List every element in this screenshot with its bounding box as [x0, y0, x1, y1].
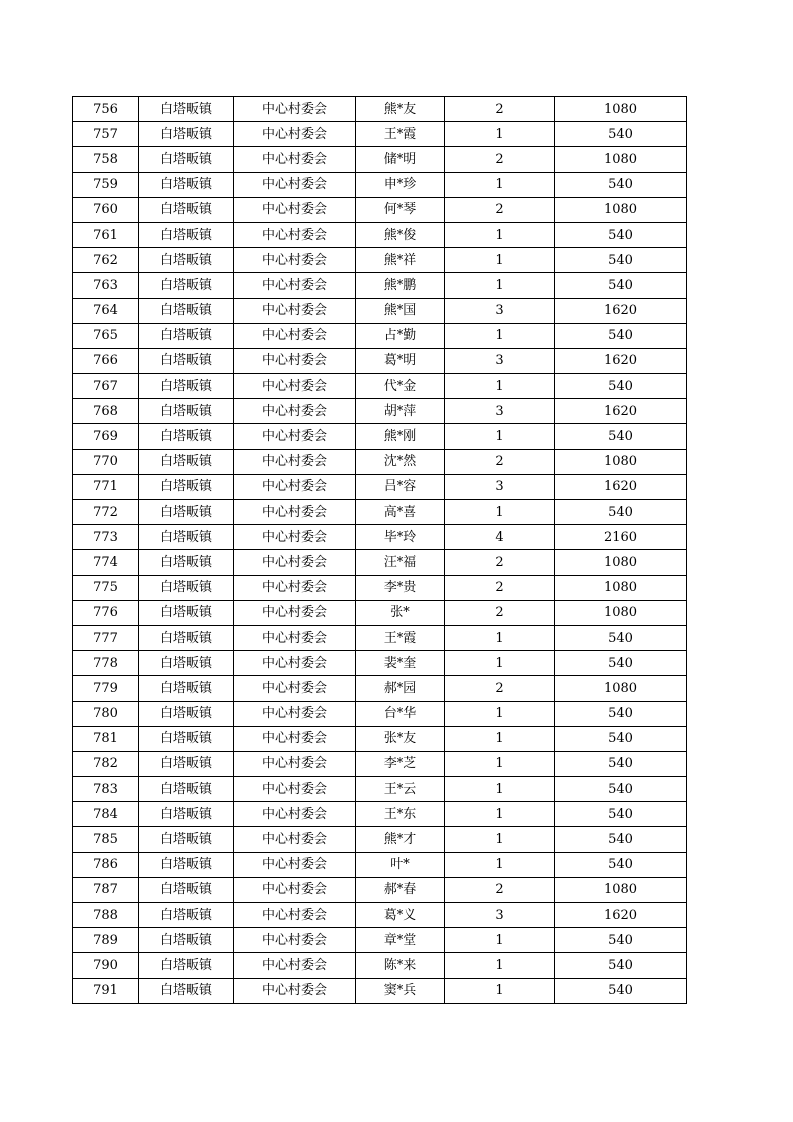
row-number-cell: 786 [73, 852, 139, 877]
name-cell: 陈*来 [356, 953, 445, 978]
name-cell: 胡*萍 [356, 399, 445, 424]
village-committee-cell: 中心村委会 [234, 802, 356, 827]
table-row [73, 500, 687, 525]
table-row [73, 777, 687, 802]
town-cell: 白塔畈镇 [139, 802, 234, 827]
village-committee-cell: 中心村委会 [234, 348, 356, 373]
town-cell: 白塔畈镇 [139, 298, 234, 323]
name-cell: 熊*国 [356, 298, 445, 323]
table-row [73, 172, 687, 197]
table-row [73, 575, 687, 600]
village-committee-cell: 中心村委会 [234, 424, 356, 449]
amount-cell: 1620 [555, 474, 687, 499]
row-number-cell: 780 [73, 701, 139, 726]
town-cell: 白塔畈镇 [139, 877, 234, 902]
town-cell: 白塔畈镇 [139, 248, 234, 273]
row-number-cell: 777 [73, 625, 139, 650]
household-count-cell: 1 [445, 928, 555, 953]
village-committee-cell: 中心村委会 [234, 726, 356, 751]
household-count-cell: 2 [445, 676, 555, 701]
name-cell: 王*霞 [356, 625, 445, 650]
amount-cell: 540 [555, 625, 687, 650]
roster-table-body [73, 97, 687, 1004]
table-row [73, 424, 687, 449]
name-cell: 叶* [356, 852, 445, 877]
town-cell: 白塔畈镇 [139, 273, 234, 298]
town-cell: 白塔畈镇 [139, 147, 234, 172]
household-count-cell: 2 [445, 575, 555, 600]
amount-cell: 540 [555, 222, 687, 247]
table-row [73, 953, 687, 978]
amount-cell: 540 [555, 928, 687, 953]
town-cell: 白塔畈镇 [139, 751, 234, 776]
roster-table [72, 96, 687, 1004]
row-number-cell: 769 [73, 424, 139, 449]
household-count-cell: 1 [445, 651, 555, 676]
village-committee-cell: 中心村委会 [234, 197, 356, 222]
name-cell: 熊*祥 [356, 248, 445, 273]
town-cell: 白塔畈镇 [139, 122, 234, 147]
amount-cell: 540 [555, 122, 687, 147]
household-count-cell: 2 [445, 877, 555, 902]
household-count-cell: 1 [445, 751, 555, 776]
household-count-cell: 1 [445, 802, 555, 827]
name-cell: 王*云 [356, 777, 445, 802]
village-committee-cell: 中心村委会 [234, 500, 356, 525]
name-cell: 熊*鹏 [356, 273, 445, 298]
amount-cell: 540 [555, 651, 687, 676]
household-count-cell: 2 [445, 449, 555, 474]
amount-cell: 1080 [555, 197, 687, 222]
village-committee-cell: 中心村委会 [234, 550, 356, 575]
amount-cell: 540 [555, 701, 687, 726]
row-number-cell: 772 [73, 500, 139, 525]
row-number-cell: 781 [73, 726, 139, 751]
table-row [73, 399, 687, 424]
village-committee-cell: 中心村委会 [234, 978, 356, 1003]
name-cell: 张*友 [356, 726, 445, 751]
amount-cell: 1080 [555, 877, 687, 902]
row-number-cell: 778 [73, 651, 139, 676]
household-count-cell: 3 [445, 298, 555, 323]
row-number-cell: 790 [73, 953, 139, 978]
amount-cell: 540 [555, 777, 687, 802]
row-number-cell: 776 [73, 600, 139, 625]
town-cell: 白塔畈镇 [139, 953, 234, 978]
name-cell: 葛*明 [356, 348, 445, 373]
amount-cell: 1080 [555, 97, 687, 122]
town-cell: 白塔畈镇 [139, 625, 234, 650]
town-cell: 白塔畈镇 [139, 701, 234, 726]
amount-cell: 2160 [555, 525, 687, 550]
table-row [73, 147, 687, 172]
name-cell: 代*金 [356, 374, 445, 399]
village-committee-cell: 中心村委会 [234, 449, 356, 474]
name-cell: 张* [356, 600, 445, 625]
town-cell: 白塔畈镇 [139, 827, 234, 852]
village-committee-cell: 中心村委会 [234, 701, 356, 726]
row-number-cell: 757 [73, 122, 139, 147]
row-number-cell: 783 [73, 777, 139, 802]
row-number-cell: 789 [73, 928, 139, 953]
household-count-cell: 3 [445, 474, 555, 499]
village-committee-cell: 中心村委会 [234, 651, 356, 676]
row-number-cell: 766 [73, 348, 139, 373]
row-number-cell: 773 [73, 525, 139, 550]
household-count-cell: 2 [445, 600, 555, 625]
household-count-cell: 1 [445, 500, 555, 525]
row-number-cell: 782 [73, 751, 139, 776]
row-number-cell: 784 [73, 802, 139, 827]
town-cell: 白塔畈镇 [139, 222, 234, 247]
household-count-cell: 2 [445, 147, 555, 172]
town-cell: 白塔畈镇 [139, 550, 234, 575]
village-committee-cell: 中心村委会 [234, 172, 356, 197]
amount-cell: 1080 [555, 550, 687, 575]
name-cell: 章*堂 [356, 928, 445, 953]
amount-cell: 540 [555, 978, 687, 1003]
household-count-cell: 1 [445, 827, 555, 852]
table-row [73, 550, 687, 575]
household-count-cell: 1 [445, 953, 555, 978]
row-number-cell: 770 [73, 449, 139, 474]
amount-cell: 540 [555, 323, 687, 348]
table-row [73, 374, 687, 399]
table-row [73, 625, 687, 650]
town-cell: 白塔畈镇 [139, 651, 234, 676]
table-row [73, 978, 687, 1003]
name-cell: 王*霞 [356, 122, 445, 147]
town-cell: 白塔畈镇 [139, 676, 234, 701]
name-cell: 占*勤 [356, 323, 445, 348]
name-cell: 何*琴 [356, 197, 445, 222]
town-cell: 白塔畈镇 [139, 348, 234, 373]
town-cell: 白塔畈镇 [139, 172, 234, 197]
row-number-cell: 785 [73, 827, 139, 852]
household-count-cell: 4 [445, 525, 555, 550]
row-number-cell: 758 [73, 147, 139, 172]
amount-cell: 1080 [555, 147, 687, 172]
table-row [73, 802, 687, 827]
town-cell: 白塔畈镇 [139, 575, 234, 600]
name-cell: 熊*才 [356, 827, 445, 852]
town-cell: 白塔畈镇 [139, 903, 234, 928]
row-number-cell: 763 [73, 273, 139, 298]
village-committee-cell: 中心村委会 [234, 953, 356, 978]
amount-cell: 540 [555, 802, 687, 827]
village-committee-cell: 中心村委会 [234, 97, 356, 122]
amount-cell: 540 [555, 172, 687, 197]
row-number-cell: 787 [73, 877, 139, 902]
town-cell: 白塔畈镇 [139, 399, 234, 424]
household-count-cell: 2 [445, 197, 555, 222]
row-number-cell: 765 [73, 323, 139, 348]
village-committee-cell: 中心村委会 [234, 877, 356, 902]
table-row [73, 248, 687, 273]
village-committee-cell: 中心村委会 [234, 222, 356, 247]
amount-cell: 540 [555, 726, 687, 751]
table-row [73, 97, 687, 122]
household-count-cell: 3 [445, 399, 555, 424]
table-row [73, 928, 687, 953]
row-number-cell: 761 [73, 222, 139, 247]
table-row [73, 122, 687, 147]
table-row [73, 197, 687, 222]
amount-cell: 1080 [555, 449, 687, 474]
name-cell: 台*华 [356, 701, 445, 726]
household-count-cell: 1 [445, 323, 555, 348]
name-cell: 储*明 [356, 147, 445, 172]
amount-cell: 540 [555, 953, 687, 978]
name-cell: 熊*俊 [356, 222, 445, 247]
row-number-cell: 764 [73, 298, 139, 323]
household-count-cell: 1 [445, 248, 555, 273]
village-committee-cell: 中心村委会 [234, 147, 356, 172]
village-committee-cell: 中心村委会 [234, 903, 356, 928]
table-row [73, 525, 687, 550]
village-committee-cell: 中心村委会 [234, 928, 356, 953]
town-cell: 白塔畈镇 [139, 852, 234, 877]
household-count-cell: 1 [445, 978, 555, 1003]
village-committee-cell: 中心村委会 [234, 676, 356, 701]
town-cell: 白塔畈镇 [139, 474, 234, 499]
amount-cell: 1080 [555, 600, 687, 625]
village-committee-cell: 中心村委会 [234, 575, 356, 600]
amount-cell: 1620 [555, 903, 687, 928]
table-row [73, 348, 687, 373]
table-row [73, 751, 687, 776]
name-cell: 沈*然 [356, 449, 445, 474]
town-cell: 白塔畈镇 [139, 374, 234, 399]
town-cell: 白塔畈镇 [139, 500, 234, 525]
table-row [73, 323, 687, 348]
name-cell: 毕*玲 [356, 525, 445, 550]
town-cell: 白塔畈镇 [139, 197, 234, 222]
household-count-cell: 1 [445, 625, 555, 650]
row-number-cell: 768 [73, 399, 139, 424]
village-committee-cell: 中心村委会 [234, 625, 356, 650]
table-row [73, 474, 687, 499]
household-count-cell: 1 [445, 122, 555, 147]
town-cell: 白塔畈镇 [139, 726, 234, 751]
name-cell: 窦*兵 [356, 978, 445, 1003]
village-committee-cell: 中心村委会 [234, 751, 356, 776]
household-count-cell: 3 [445, 903, 555, 928]
table-row [73, 449, 687, 474]
household-count-cell: 2 [445, 550, 555, 575]
village-committee-cell: 中心村委会 [234, 323, 356, 348]
town-cell: 白塔畈镇 [139, 424, 234, 449]
name-cell: 熊*友 [356, 97, 445, 122]
name-cell: 王*东 [356, 802, 445, 827]
name-cell: 熊*刚 [356, 424, 445, 449]
village-committee-cell: 中心村委会 [234, 827, 356, 852]
household-count-cell: 1 [445, 726, 555, 751]
row-number-cell: 759 [73, 172, 139, 197]
row-number-cell: 771 [73, 474, 139, 499]
village-committee-cell: 中心村委会 [234, 374, 356, 399]
amount-cell: 1080 [555, 575, 687, 600]
town-cell: 白塔畈镇 [139, 600, 234, 625]
amount-cell: 540 [555, 273, 687, 298]
name-cell: 汪*福 [356, 550, 445, 575]
name-cell: 裴*奎 [356, 651, 445, 676]
town-cell: 白塔畈镇 [139, 323, 234, 348]
household-count-cell: 1 [445, 222, 555, 247]
table-row [73, 273, 687, 298]
table-row [73, 903, 687, 928]
table-row [73, 651, 687, 676]
amount-cell: 540 [555, 424, 687, 449]
village-committee-cell: 中心村委会 [234, 298, 356, 323]
town-cell: 白塔畈镇 [139, 978, 234, 1003]
table-row [73, 827, 687, 852]
amount-cell: 1620 [555, 298, 687, 323]
row-number-cell: 756 [73, 97, 139, 122]
amount-cell: 540 [555, 248, 687, 273]
village-committee-cell: 中心村委会 [234, 399, 356, 424]
table-row [73, 852, 687, 877]
village-committee-cell: 中心村委会 [234, 273, 356, 298]
amount-cell: 540 [555, 751, 687, 776]
row-number-cell: 791 [73, 978, 139, 1003]
table-row [73, 877, 687, 902]
amount-cell: 1620 [555, 399, 687, 424]
row-number-cell: 774 [73, 550, 139, 575]
town-cell: 白塔畈镇 [139, 449, 234, 474]
village-committee-cell: 中心村委会 [234, 248, 356, 273]
town-cell: 白塔畈镇 [139, 928, 234, 953]
table-row [73, 701, 687, 726]
row-number-cell: 760 [73, 197, 139, 222]
village-committee-cell: 中心村委会 [234, 474, 356, 499]
name-cell: 李*芝 [356, 751, 445, 776]
household-count-cell: 1 [445, 852, 555, 877]
town-cell: 白塔畈镇 [139, 97, 234, 122]
row-number-cell: 779 [73, 676, 139, 701]
town-cell: 白塔畈镇 [139, 777, 234, 802]
amount-cell: 540 [555, 374, 687, 399]
name-cell: 郝*春 [356, 877, 445, 902]
table-row [73, 222, 687, 247]
amount-cell: 540 [555, 852, 687, 877]
household-count-cell: 3 [445, 348, 555, 373]
household-count-cell: 1 [445, 374, 555, 399]
town-cell: 白塔畈镇 [139, 525, 234, 550]
household-count-cell: 1 [445, 273, 555, 298]
row-number-cell: 767 [73, 374, 139, 399]
household-count-cell: 1 [445, 172, 555, 197]
village-committee-cell: 中心村委会 [234, 852, 356, 877]
table-row [73, 726, 687, 751]
table-row [73, 600, 687, 625]
amount-cell: 1080 [555, 676, 687, 701]
village-committee-cell: 中心村委会 [234, 122, 356, 147]
row-number-cell: 775 [73, 575, 139, 600]
amount-cell: 540 [555, 500, 687, 525]
name-cell: 李*贵 [356, 575, 445, 600]
household-count-cell: 1 [445, 701, 555, 726]
name-cell: 葛*义 [356, 903, 445, 928]
village-committee-cell: 中心村委会 [234, 777, 356, 802]
row-number-cell: 762 [73, 248, 139, 273]
table-row [73, 676, 687, 701]
name-cell: 高*喜 [356, 500, 445, 525]
household-count-cell: 1 [445, 777, 555, 802]
household-count-cell: 1 [445, 424, 555, 449]
village-committee-cell: 中心村委会 [234, 525, 356, 550]
table-row [73, 298, 687, 323]
amount-cell: 540 [555, 827, 687, 852]
row-number-cell: 788 [73, 903, 139, 928]
village-committee-cell: 中心村委会 [234, 600, 356, 625]
name-cell: 郝*园 [356, 676, 445, 701]
name-cell: 吕*容 [356, 474, 445, 499]
household-count-cell: 2 [445, 97, 555, 122]
name-cell: 申*珍 [356, 172, 445, 197]
amount-cell: 1620 [555, 348, 687, 373]
